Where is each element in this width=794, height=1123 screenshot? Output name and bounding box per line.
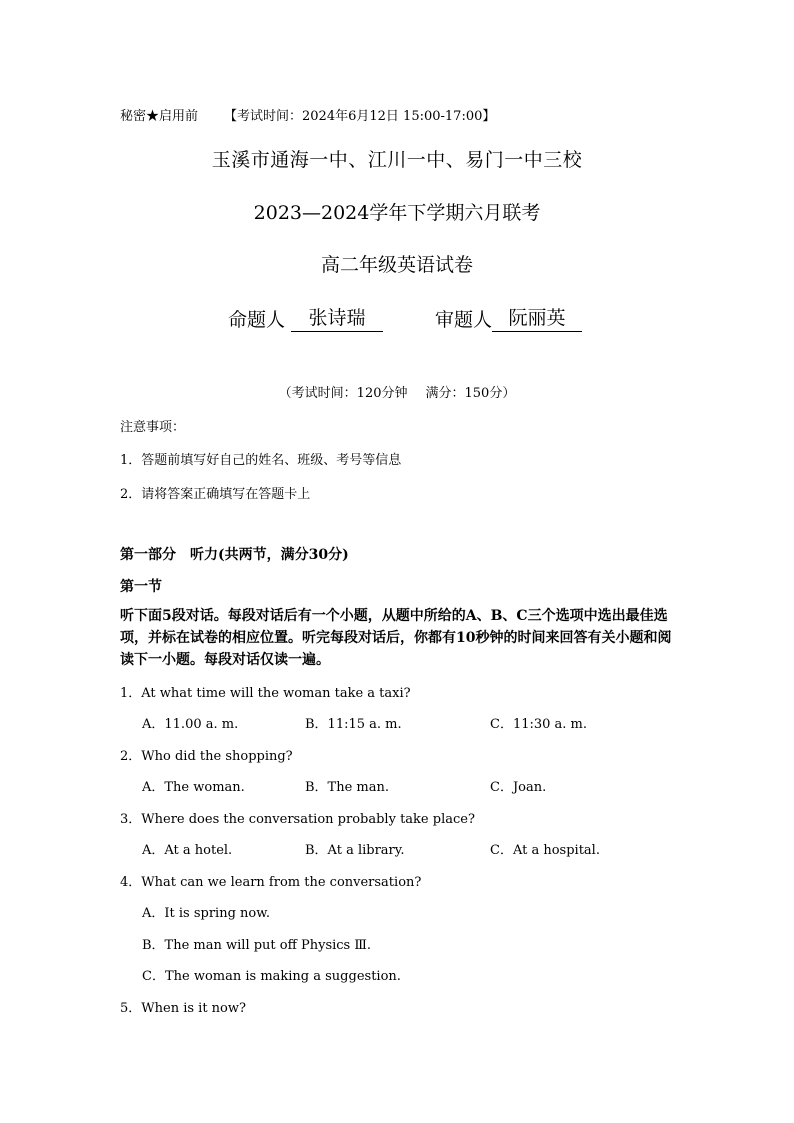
question-stem: 4．What can we learn from the conversation?	[120, 875, 422, 890]
note-item: 2．请将答案正确填写在答题卡上	[120, 487, 311, 502]
section-instructions: 听下面5段对话。每段对话后有一个小题，从题中所给的A、B、C三个选项中选出最佳选项，并标在试卷的相应位置。听完每段对话后，你都有10秒钟的时间来回答有关小题和阅读下一小题。每段对话仅读一遍。	[120, 608, 672, 668]
authors-line	[228, 303, 582, 332]
question-stem: 5．When is it now?	[120, 1001, 246, 1016]
option-b: B．The man.	[305, 780, 390, 795]
option-b: B．At a library.	[305, 843, 405, 858]
notes-heading: 注意事项：	[120, 420, 186, 435]
setter-label: 命题人	[228, 309, 286, 331]
term-title: 2023—2024学年下学期六月联考	[253, 202, 541, 224]
paper-title: 高二年级英语试卷	[320, 254, 473, 276]
option-c: C．At a hospital.	[490, 843, 600, 858]
exam-info	[0, 382, 794, 401]
option-b: B．11:15 a. m.	[305, 717, 402, 732]
section-heading: 第一节	[120, 579, 162, 595]
exam-time: 【考试时间：2024年6月12日 15:00-17:00】	[224, 109, 496, 124]
question-stem: 1．At what time will the woman take a taxi?	[120, 686, 411, 701]
setter-name: 张诗瑞	[291, 303, 383, 332]
option-c: C．The woman is making a suggestion.	[142, 969, 401, 984]
schools-title: 玉溪市通海一中、江川一中、易门一中三校	[211, 149, 583, 171]
part-subtitle: 听力(共两节，满分30分)	[190, 547, 349, 563]
option-b: B．The man will put off Physics Ⅲ.	[142, 938, 372, 953]
option-c: C．11:30 a. m.	[490, 717, 588, 732]
question-stem: 2．Who did the shopping?	[120, 749, 293, 764]
exam-duration: （考试时间：120分钟	[278, 386, 408, 401]
option-a: A．At a hotel.	[142, 843, 233, 858]
confidential-mark: 秘密★启用前	[120, 109, 199, 124]
question-stem: 3．Where does the conversation probably take place?	[120, 812, 475, 827]
option-a: A．11.00 a. m.	[142, 717, 239, 732]
reviewer-name: 阮丽英	[492, 303, 582, 332]
option-a: A．The woman.	[142, 780, 245, 795]
option-a: A．It is spring now.	[142, 906, 270, 921]
part-title: 第一部分	[120, 547, 176, 563]
option-c: C．Joan.	[490, 780, 547, 795]
header-line	[120, 105, 495, 124]
part-heading	[120, 544, 349, 564]
reviewer-label: 审题人	[435, 309, 493, 331]
note-item: 1．答题前填写好自己的姓名、班级、考号等信息	[120, 453, 402, 468]
exam-score: 满分：150分）	[425, 386, 516, 401]
